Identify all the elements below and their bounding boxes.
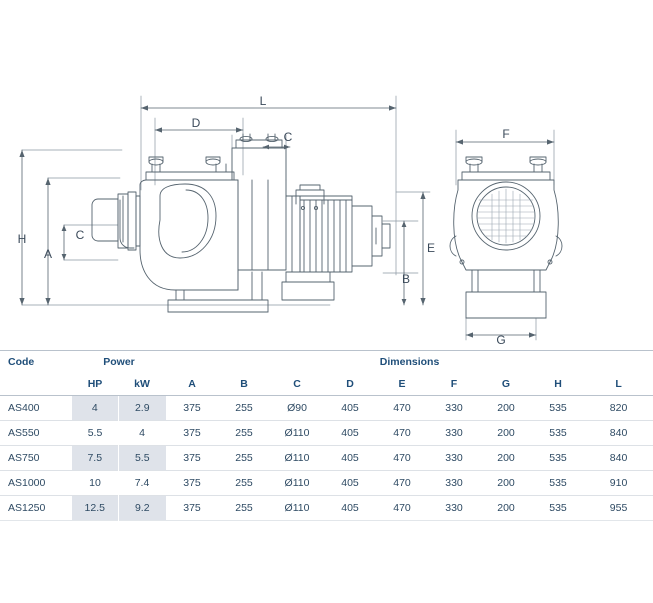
cell-D: 405 <box>341 502 359 514</box>
cell-H: 535 <box>549 452 567 464</box>
dim-label-E: E <box>426 241 436 255</box>
cell-G: 200 <box>497 452 515 464</box>
table-group-header-row <box>0 351 653 374</box>
subheader-b: B <box>218 373 270 396</box>
dim-label-H: H <box>17 232 27 246</box>
cell-A: 375 <box>183 402 201 414</box>
cell-code: AS400 <box>8 402 40 414</box>
cell-B: 255 <box>235 452 253 464</box>
table-row <box>0 446 653 471</box>
cell-kw: 2.9 <box>118 396 166 421</box>
header-code: Code <box>0 351 72 374</box>
cell-G: 200 <box>497 477 515 489</box>
subheader-d: D <box>324 373 376 396</box>
cell-A: 375 <box>183 427 201 439</box>
cell-F: 330 <box>445 477 463 489</box>
cell-hp: 10 <box>89 477 101 489</box>
subheader-g: G <box>480 373 532 396</box>
header-dimensions: Dimensions <box>166 351 653 374</box>
cell-E: 470 <box>393 477 411 489</box>
cell-A: 375 <box>183 477 201 489</box>
subheader-hp: HP <box>72 373 118 396</box>
cell-A: 375 <box>183 452 201 464</box>
cell-kw: 7.4 <box>134 477 150 489</box>
dim-label-F: F <box>502 127 510 141</box>
subheader-l: L <box>584 373 653 396</box>
cell-H: 535 <box>549 477 567 489</box>
cell-code: AS550 <box>8 427 40 439</box>
cell-C: Ø110 <box>284 502 310 514</box>
cell-E: 470 <box>393 427 411 439</box>
table-sub-header-row <box>0 373 653 396</box>
cell-hp: 12.5 <box>72 496 118 521</box>
cell-L: 910 <box>609 477 628 489</box>
cell-kw: 9.2 <box>118 496 166 521</box>
cell-G: 200 <box>497 402 515 414</box>
subheader-h: H <box>532 373 584 396</box>
dim-label-C-left: C <box>75 228 85 242</box>
cell-L: 820 <box>609 402 628 414</box>
dim-label-A: A <box>43 247 53 261</box>
cell-G: 200 <box>497 427 515 439</box>
cell-B: 255 <box>235 402 253 414</box>
cell-hp: 5.5 <box>87 427 103 439</box>
table-body <box>0 396 653 521</box>
cell-L: 955 <box>609 502 628 514</box>
cell-kw: 4 <box>139 427 145 439</box>
cell-F: 330 <box>445 427 463 439</box>
cell-C: Ø110 <box>284 452 310 464</box>
dim-label-B: B <box>401 272 411 286</box>
cell-kw: 5.5 <box>118 446 166 471</box>
cell-A: 375 <box>183 502 201 514</box>
cell-E: 470 <box>393 402 411 414</box>
cell-H: 535 <box>549 427 567 439</box>
subheader-kw: kW <box>118 373 166 396</box>
cell-code: AS1000 <box>8 477 46 489</box>
cell-L: 840 <box>609 427 628 439</box>
table-row <box>0 396 653 421</box>
cell-hp: 7.5 <box>72 446 118 471</box>
cell-B: 255 <box>235 427 253 439</box>
dim-label-C-top: C <box>283 130 293 144</box>
cell-H: 535 <box>549 402 567 414</box>
cell-C: Ø110 <box>284 477 310 489</box>
dim-label-D: D <box>191 116 201 130</box>
dim-label-G: G <box>496 333 506 347</box>
subheader-blank <box>0 373 72 396</box>
cell-F: 330 <box>445 502 463 514</box>
cell-B: 255 <box>235 502 253 514</box>
cell-G: 200 <box>497 502 515 514</box>
cell-C: Ø90 <box>287 402 307 414</box>
table-row <box>0 471 653 496</box>
subheader-f: F <box>428 373 480 396</box>
cell-E: 470 <box>393 452 411 464</box>
table-row <box>0 421 653 446</box>
cell-F: 330 <box>445 452 463 464</box>
header-power: Power <box>72 351 166 374</box>
cell-C: Ø110 <box>284 427 310 439</box>
subheader-c: C <box>270 373 324 396</box>
cell-code: AS750 <box>8 452 40 464</box>
cell-B: 255 <box>235 477 253 489</box>
specs-table <box>0 350 653 521</box>
cell-code: AS1250 <box>8 502 46 514</box>
subheader-e: E <box>376 373 428 396</box>
cell-F: 330 <box>445 402 463 414</box>
cell-L: 840 <box>609 452 628 464</box>
cell-D: 405 <box>341 427 359 439</box>
dimensions-table <box>0 350 628 521</box>
cell-D: 405 <box>341 477 359 489</box>
subheader-a: A <box>166 373 218 396</box>
cell-D: 405 <box>341 452 359 464</box>
cell-D: 405 <box>341 402 359 414</box>
table-row <box>0 496 653 521</box>
cell-E: 470 <box>393 502 411 514</box>
dim-label-L: L <box>259 94 267 108</box>
cell-hp: 4 <box>72 396 118 421</box>
cell-H: 535 <box>549 502 567 514</box>
